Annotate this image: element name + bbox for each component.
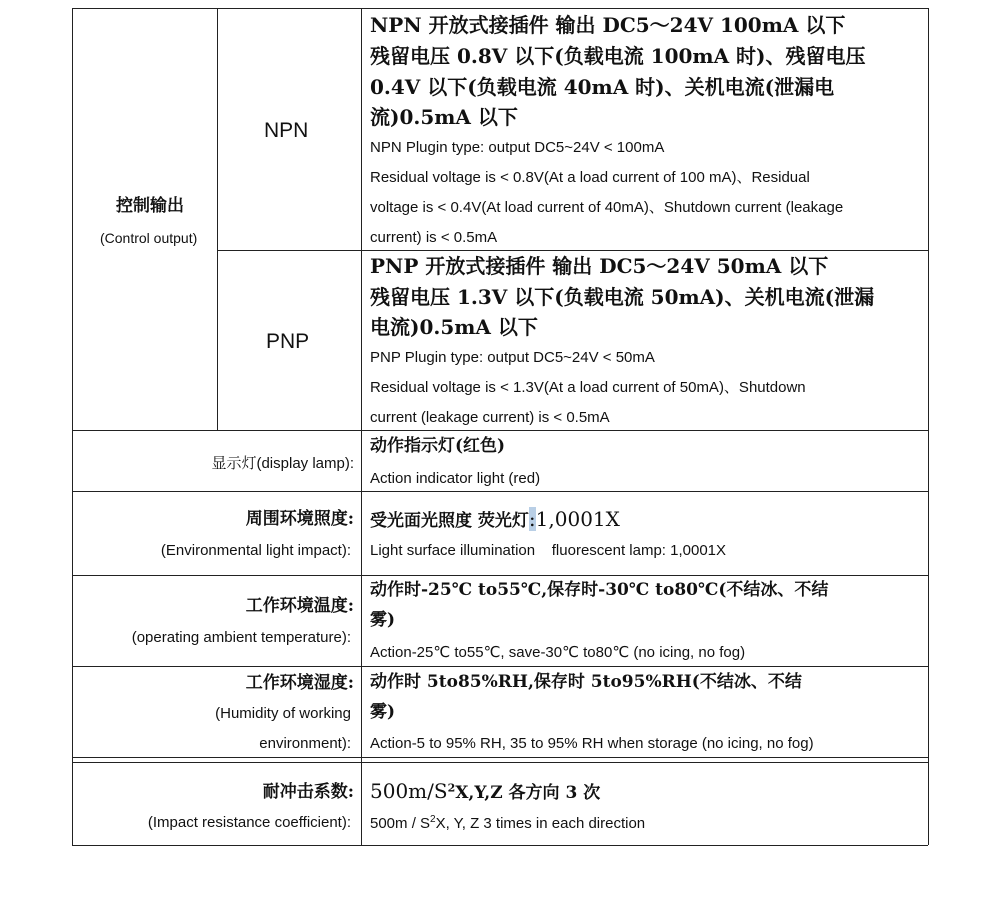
humidity-value-cn: 雾)	[370, 702, 396, 722]
humidity-label-en: (Humidity of working	[215, 705, 351, 722]
npn-cn-line: 流)0.5mA 以下	[370, 105, 518, 129]
ambient-light-value-cn-a: 受光面光照度 荧光灯	[370, 511, 529, 531]
column-divider	[361, 8, 362, 845]
impact-value-en-a: 500m / S	[370, 815, 431, 832]
operating-temp-label-en: (operating ambient temperature):	[131, 629, 351, 646]
pnp-en-line: Residual voltage is < 1.3V(At a load current of 50mA)、Shutdown	[370, 379, 806, 396]
npn-cn-line: 残留电压 0.8V 以下(负载电流 100mA 时)、残留电压	[370, 44, 866, 68]
row-divider	[72, 575, 928, 576]
row-divider	[72, 491, 928, 492]
operating-temp-value-cn: 动作时-25℃ to55℃,保存时-30℃ to80℃(不结冰、不结	[370, 580, 829, 600]
row-divider	[217, 250, 928, 251]
selected-colon: :	[528, 507, 536, 531]
impact-value-cn-b: X,Y,Z 各方向 3 次	[455, 783, 601, 803]
pnp-en-line: current (leakage current) is < 0.5mA	[370, 409, 610, 426]
impact-value-en-sup: 2	[430, 814, 436, 825]
npn-en-line: current) is < 0.5mA	[370, 229, 498, 246]
display-lamp-value-en: Action indicator light (red)	[370, 470, 541, 487]
pnp-cn-line: 电流)0.5mA 以下	[370, 315, 538, 339]
impact-value-cn	[370, 781, 600, 802]
humidity-value-cn: 动作时 5to85%RH,保存时 5to95%RH(不结冰、不结	[370, 672, 802, 692]
ambient-light-value-cn	[370, 509, 620, 530]
row-divider	[72, 666, 928, 667]
npn-cn-line: NPN 开放式接插件 输出 DC5～24V 100mA 以下	[370, 13, 846, 37]
ambient-light-label-en: (Environmental light impact):	[160, 542, 351, 559]
pnp-en-line: PNP Plugin type: output DC5~24V < 50mA	[370, 349, 655, 366]
impact-value-cn-a: 500m/S	[370, 779, 448, 803]
table-border	[72, 845, 928, 846]
column-divider	[217, 8, 218, 430]
ambient-light-value-en: Light surface illumination fluorescent lamp: 1,0001X	[370, 542, 727, 559]
pnp-cn-line: 残留电压 1.3V 以下(负载电流 50mA)、关机电流(泄漏	[370, 285, 875, 309]
ambient-light-label-cn: 周围环境照度:	[245, 509, 354, 529]
operating-temp-label-cn: 工作环境温度:	[245, 596, 354, 616]
control-output-label-cn: 控制输出	[116, 196, 184, 216]
row-divider	[72, 757, 928, 758]
control-output-label-en: (Control output)	[100, 230, 198, 246]
table-border	[72, 8, 928, 9]
npn-en-line: NPN Plugin type: output DC5~24V < 100mA	[370, 139, 665, 156]
display-lamp-value-cn: 动作指示灯(红色)	[370, 436, 506, 456]
operating-temp-value-cn: 雾)	[370, 610, 396, 630]
impact-value-en-b: X, Y, Z 3 times in each direction	[435, 815, 646, 832]
row-divider	[72, 762, 928, 763]
humidity-label-en: environment):	[259, 735, 351, 752]
pnp-label: PNP	[266, 330, 310, 353]
humidity-value-en: Action-5 to 95% RH, 35 to 95% RH when storage (no icing, no fog)	[370, 735, 814, 752]
table-border	[928, 8, 929, 845]
npn-en-line: voltage is < 0.4V(At load current of 40mA)、Shutdown current (leakage	[370, 199, 844, 216]
pnp-cn-line: PNP 开放式接插件 输出 DC5～24V 50mA 以下	[370, 254, 829, 278]
impact-label-cn: 耐冲击系数:	[262, 782, 354, 802]
ambient-light-value-cn-b: 1,0001X	[535, 507, 620, 531]
impact-value-cn-sup: 2	[447, 781, 456, 795]
impact-value-en	[370, 815, 645, 831]
row-divider	[72, 430, 928, 431]
operating-temp-value-en: Action-25℃ to55℃, save-30℃ to80℃ (no icing, no fog)	[370, 644, 746, 661]
table-border	[72, 8, 73, 845]
npn-cn-line: 0.4V 以下(负载电流 40mA 时)、关机电流(泄漏电	[370, 75, 835, 99]
humidity-label-cn: 工作环境湿度:	[245, 673, 354, 693]
npn-en-line: Residual voltage is < 0.8V(At a load current of 100 mA)、Residual	[370, 169, 810, 186]
impact-label-en: (Impact resistance coefficient):	[147, 814, 351, 831]
display-lamp-label: 显示灯(display lamp):	[211, 455, 354, 472]
npn-label: NPN	[264, 119, 309, 142]
